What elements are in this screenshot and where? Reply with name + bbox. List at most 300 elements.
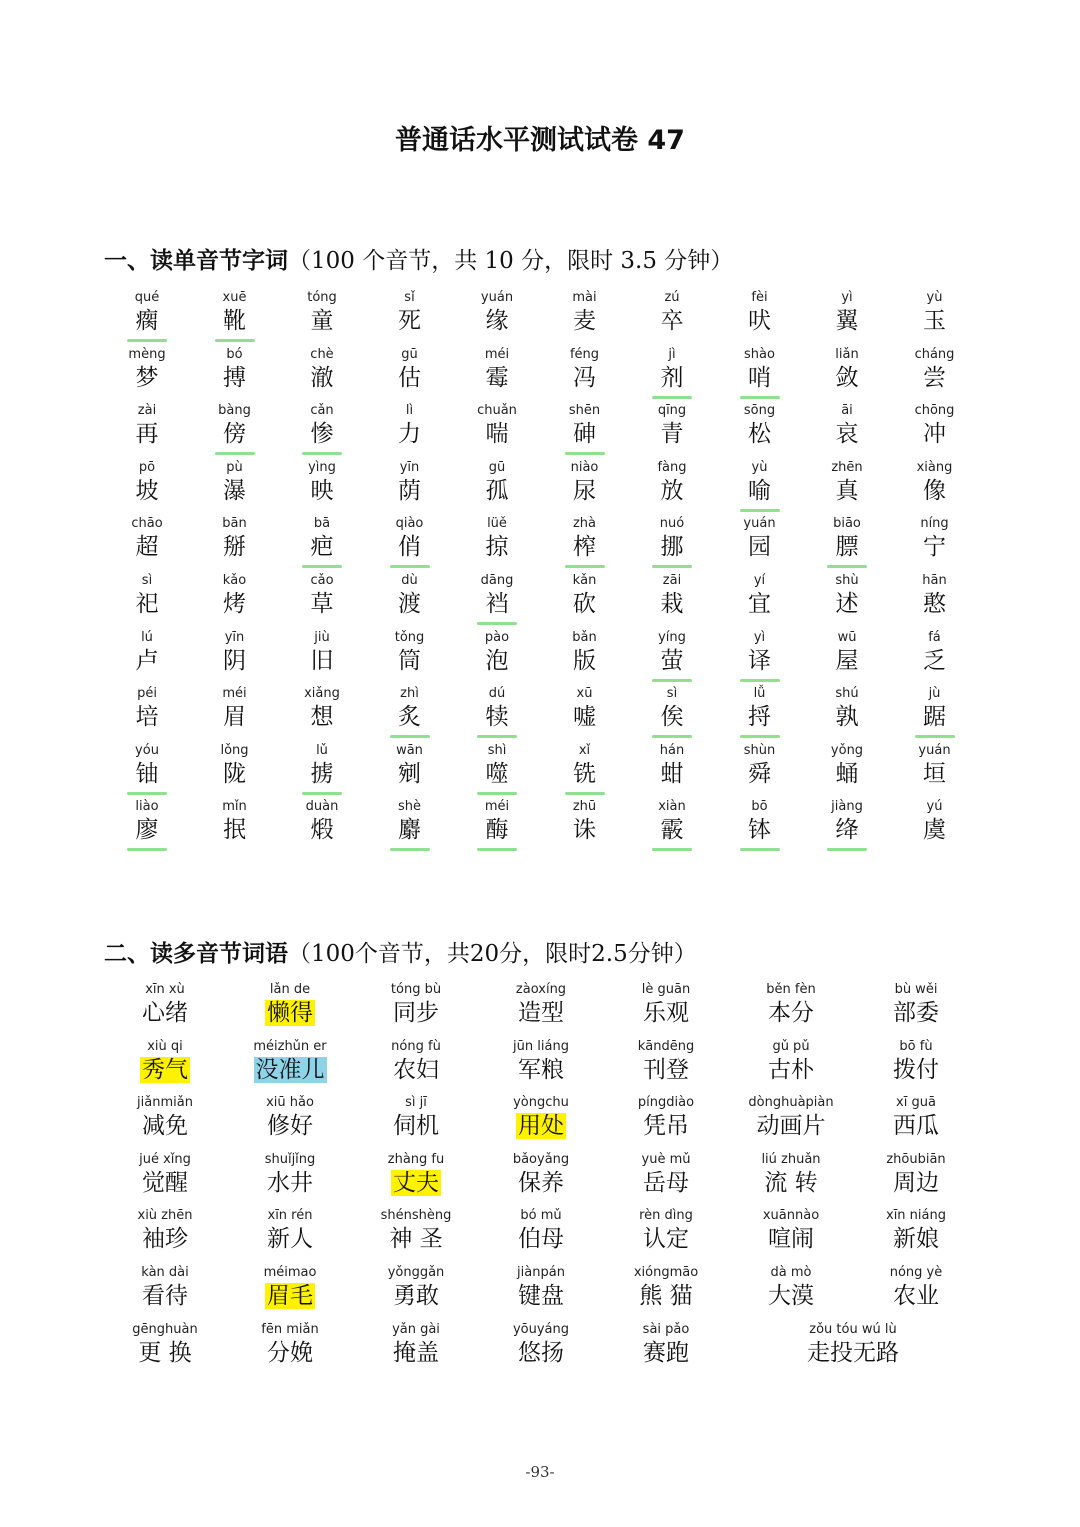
syllable-cell — [462, 686, 532, 732]
syllable-cell — [550, 799, 620, 845]
difficult-character-underline — [740, 848, 780, 851]
syllable-cell — [462, 799, 532, 845]
word: 悠扬 — [518, 1339, 564, 1366]
syllable-cell — [200, 460, 270, 506]
word-pinyin: xīn niáng — [886, 1208, 946, 1224]
character: 霰 — [660, 817, 684, 844]
difficult-character-underline — [477, 622, 517, 625]
syllable-cell — [287, 347, 357, 393]
character: 惨 — [310, 421, 334, 448]
word-pinyin: fēn miǎn — [261, 1321, 319, 1337]
word-pinyin: rèn dìng — [639, 1208, 693, 1224]
character: 裆 — [485, 591, 509, 617]
character: 炙 — [398, 704, 421, 731]
pinyin: bàng — [218, 403, 251, 419]
word: 认定 — [643, 1226, 689, 1253]
word-pinyin: jūn liáng — [513, 1038, 569, 1054]
character: 力 — [398, 421, 421, 448]
word: 大漠 — [768, 1283, 814, 1309]
syllable-cell — [200, 573, 270, 619]
character: 噬 — [485, 760, 509, 787]
character: 舜 — [748, 760, 771, 787]
word-pinyin: yǒnggǎn — [387, 1265, 445, 1280]
pinyin: xuē — [222, 290, 247, 305]
character: 青 — [660, 421, 684, 448]
word: 伺机 — [393, 1113, 439, 1140]
word-pinyin: sài pǎo — [642, 1321, 690, 1337]
pinyin: hán — [659, 742, 685, 758]
syllable-cell — [900, 573, 970, 619]
syllable-cell — [200, 686, 270, 732]
word: 流 转 — [764, 1169, 818, 1196]
syllable-cell — [375, 630, 445, 676]
word-cell — [841, 1039, 991, 1085]
word-pinyin: nóng yè — [889, 1265, 943, 1280]
syllable-cell — [375, 799, 445, 845]
difficult-character-underline — [652, 848, 692, 851]
character: 俏 — [398, 534, 421, 561]
character: 翼 — [835, 308, 859, 334]
word: 伯母 — [518, 1226, 564, 1253]
character: 死 — [398, 308, 421, 334]
pinyin: qīng — [657, 403, 687, 419]
difficult-character-underline — [477, 735, 517, 738]
syllable-cell — [287, 516, 357, 562]
pinyin: niào — [570, 459, 599, 475]
character: 钵 — [748, 817, 771, 844]
character: 敛 — [835, 364, 859, 391]
difficult-character-underline — [652, 565, 692, 568]
word-pinyin: jiǎnmiǎn — [137, 1095, 193, 1111]
word: 赛跑 — [643, 1339, 689, 1366]
character: 祀 — [135, 591, 159, 617]
syllable-cell — [812, 630, 882, 676]
word-text — [841, 1168, 991, 1198]
word-pinyin: xióngmāo — [633, 1265, 699, 1280]
word: 更 换 — [138, 1339, 192, 1366]
syllable-cell — [550, 403, 620, 449]
syllable-cell — [112, 799, 182, 845]
pinyin: méi — [484, 346, 510, 362]
word-pinyin: xīn xù — [145, 982, 185, 997]
syllable-cell — [550, 743, 620, 789]
highlighted-word: 没准儿 — [255, 1056, 325, 1083]
character: 瀑 — [223, 477, 246, 504]
pinyin: bō — [751, 799, 768, 815]
character: 挪 — [660, 534, 684, 561]
difficult-character-underline — [127, 339, 167, 342]
syllable-cell — [375, 743, 445, 789]
word: 周边 — [893, 1169, 939, 1196]
character: 哨 — [748, 364, 771, 391]
section2-heading — [104, 935, 697, 968]
syllable-cell — [725, 630, 795, 676]
pinyin: duàn — [305, 799, 339, 815]
pinyin: cǎo — [310, 573, 334, 588]
word-text — [841, 1055, 991, 1085]
difficult-character-underline — [390, 565, 430, 568]
difficult-character-underline — [565, 792, 605, 795]
word: 新人 — [267, 1226, 313, 1253]
character: 澈 — [310, 364, 334, 391]
syllable-cell — [112, 290, 182, 336]
character: 松 — [748, 421, 771, 448]
word-pinyin: jiànpán — [517, 1265, 565, 1280]
syllable-cell — [112, 573, 182, 619]
pinyin: féng — [569, 346, 600, 362]
character: 膘 — [835, 534, 859, 561]
highlighted-word: 懒得 — [267, 1000, 313, 1026]
word: 新娘 — [893, 1226, 939, 1253]
syllable-cell — [375, 516, 445, 562]
character: 孤 — [485, 477, 509, 504]
syllable-cell — [812, 403, 882, 449]
word-pinyin: bó mǔ — [520, 1208, 562, 1224]
difficult-character-underline — [302, 452, 342, 455]
syllable-cell — [637, 743, 707, 789]
pinyin: shēn — [568, 403, 601, 419]
syllable-cell — [812, 460, 882, 506]
character: 哀 — [835, 421, 859, 448]
character: 掠 — [485, 534, 509, 561]
word: 古朴 — [768, 1056, 814, 1083]
character: 卢 — [135, 647, 159, 674]
character: 尝 — [923, 364, 946, 391]
pinyin: kǎo — [222, 573, 247, 588]
word-pinyin: píngdiào — [637, 1095, 695, 1111]
word-pinyin: yōuyáng — [512, 1321, 570, 1337]
difficult-character-underline — [127, 848, 167, 851]
highlighted-word: 眉毛 — [267, 1283, 313, 1309]
syllable-cell — [900, 403, 970, 449]
pinyin: dāng — [480, 573, 514, 588]
character: 喘 — [485, 421, 509, 448]
character: 栽 — [660, 591, 684, 617]
word: 勇敢 — [393, 1283, 439, 1309]
character: 泡 — [485, 647, 509, 674]
difficult-character-underline — [740, 396, 780, 399]
syllable-cell — [287, 573, 357, 619]
word-pinyin: xiù zhēn — [137, 1208, 193, 1224]
character: 园 — [748, 534, 771, 561]
syllable-cell — [900, 516, 970, 562]
word-pinyin: shuǐjǐng — [264, 1151, 316, 1167]
section2-heading-label: 二、读多音节词语 — [104, 941, 288, 967]
word: 走投无路 — [807, 1339, 899, 1366]
syllable-cell — [725, 743, 795, 789]
word-pinyin: nóng fù — [391, 1038, 441, 1054]
pinyin: yuán — [918, 742, 951, 758]
pinyin: fá — [928, 629, 941, 645]
pinyin: lú — [141, 629, 153, 645]
word-pinyin: zǒu tóu wú lù — [809, 1321, 897, 1337]
word-pinyin: gēnghuàn — [132, 1321, 198, 1337]
word: 熊 猫 — [639, 1283, 693, 1309]
pinyin: lǚ — [753, 686, 766, 702]
word-pinyin: lǎn de — [269, 982, 311, 997]
difficult-character-underline — [477, 848, 517, 851]
character: 瘸 — [135, 308, 159, 334]
pinyin: bā — [313, 516, 331, 532]
syllable-cell — [462, 573, 532, 619]
word-text — [841, 1111, 991, 1141]
character: 宁 — [923, 534, 946, 561]
syllable-cell — [725, 686, 795, 732]
word: 神 圣 — [389, 1226, 443, 1253]
syllable-cell — [112, 460, 182, 506]
pinyin: chè — [310, 346, 334, 362]
syllable-cell — [812, 516, 882, 562]
difficult-character-underline — [915, 735, 955, 738]
character: 草 — [310, 591, 334, 617]
word-pinyin: lè guān — [641, 982, 691, 997]
pinyin: jiàng — [831, 799, 863, 815]
pinyin: bān — [222, 516, 247, 532]
character: 蚶 — [660, 760, 684, 787]
character: 想 — [310, 704, 334, 731]
syllable-cell — [725, 460, 795, 506]
syllable-cell — [462, 743, 532, 789]
pinyin: cháng — [914, 346, 955, 362]
word-pinyin: zhàng fu — [387, 1151, 445, 1167]
word: 凭吊 — [643, 1113, 689, 1140]
syllable-cell — [812, 686, 882, 732]
syllable-cell — [550, 686, 620, 732]
highlighted-word: 用处 — [518, 1113, 564, 1140]
pinyin: liǎn — [835, 346, 859, 362]
pinyin: xū — [576, 686, 593, 702]
character: 屋 — [835, 647, 859, 674]
syllable-cell — [200, 630, 270, 676]
syllable-cell — [375, 290, 445, 336]
word-cell — [841, 1208, 991, 1254]
difficult-character-underline — [652, 735, 692, 738]
syllable-cell — [725, 347, 795, 393]
difficult-character-underline — [740, 735, 780, 738]
pinyin: qiào — [395, 516, 424, 532]
syllable-cell — [637, 686, 707, 732]
character: 再 — [135, 421, 159, 448]
word: 掩盖 — [393, 1339, 439, 1366]
pinyin: bǎn — [572, 629, 597, 645]
word-pinyin: dònghuàpiàn — [748, 1095, 834, 1111]
character: 超 — [135, 534, 159, 561]
character: 荫 — [398, 477, 421, 504]
character: 俟 — [660, 704, 684, 731]
word-pinyin: xī guā — [896, 1095, 936, 1111]
pinyin: zhū — [572, 799, 597, 815]
pinyin: chāo — [131, 516, 163, 532]
syllable-cell — [375, 573, 445, 619]
pinyin: zú — [664, 290, 680, 305]
character: 剂 — [660, 364, 684, 391]
pinyin: jù — [928, 686, 941, 702]
pinyin: pào — [484, 629, 510, 645]
character: 砷 — [573, 421, 596, 448]
syllable-cell — [112, 403, 182, 449]
pinyin: shè — [397, 799, 421, 815]
syllable-cell — [725, 573, 795, 619]
pinyin: sì — [141, 573, 153, 588]
word-text — [591, 1338, 741, 1368]
word-pinyin: bǎoyǎng — [512, 1151, 570, 1167]
word: 农妇 — [393, 1056, 439, 1083]
syllable-cell — [287, 799, 357, 845]
pinyin: sì — [666, 686, 678, 702]
syllable-cell — [725, 290, 795, 336]
syllable-cell — [112, 743, 182, 789]
difficult-character-underline — [652, 396, 692, 399]
character: 缘 — [485, 308, 509, 334]
word-cell — [778, 1322, 928, 1368]
difficult-character-underline — [390, 735, 430, 738]
syllable-cell — [550, 290, 620, 336]
difficult-character-underline — [215, 339, 255, 342]
pinyin: yú — [926, 799, 943, 815]
pinyin: xǐ — [578, 742, 591, 758]
character: 煅 — [310, 817, 334, 844]
character: 吠 — [748, 308, 771, 334]
section1-heading-note: （100 个音节，共 10 分，限时 3.5 分钟） — [288, 248, 734, 274]
word-pinyin: xīn rén — [267, 1208, 313, 1224]
character: 真 — [835, 477, 859, 504]
syllable-cell — [462, 290, 532, 336]
pinyin: zhēn — [831, 459, 863, 475]
character: 渡 — [398, 591, 421, 617]
pinyin: níng — [920, 516, 949, 532]
syllable-cell — [550, 516, 620, 562]
character: 廖 — [135, 817, 159, 844]
syllable-cell — [375, 347, 445, 393]
character: 疤 — [310, 534, 334, 561]
pinyin: lüě — [487, 516, 507, 532]
section1-heading — [104, 242, 733, 275]
word: 看待 — [142, 1283, 188, 1309]
syllable-cell — [200, 290, 270, 336]
syllable-cell — [200, 516, 270, 562]
syllable-cell — [637, 799, 707, 845]
character: 麦 — [573, 308, 596, 334]
word-pinyin: xuānnào — [762, 1208, 820, 1224]
word: 心绪 — [142, 1000, 188, 1026]
syllable-cell — [550, 630, 620, 676]
syllable-cell — [462, 347, 532, 393]
character: 砍 — [573, 591, 596, 617]
syllable-cell — [637, 290, 707, 336]
character: 梦 — [135, 364, 159, 391]
word: 动画片 — [756, 1113, 826, 1140]
word-cell — [841, 1152, 991, 1198]
pinyin: wān — [396, 742, 423, 758]
word-text — [841, 1224, 991, 1254]
difficult-character-underline — [127, 792, 167, 795]
character: 酶 — [485, 817, 509, 844]
character: 版 — [573, 647, 596, 674]
word: 保养 — [518, 1169, 564, 1196]
character: 尿 — [573, 477, 596, 504]
word-pinyin: shénshèng — [380, 1208, 452, 1224]
pinyin: dú — [488, 686, 506, 702]
pinyin: gū — [401, 346, 418, 362]
difficult-character-underline — [565, 565, 605, 568]
pinyin: shù — [835, 573, 859, 588]
character: 嘘 — [573, 704, 596, 731]
word: 军粮 — [518, 1056, 564, 1083]
word-cell — [591, 1322, 741, 1368]
syllable-cell — [200, 347, 270, 393]
word-pinyin: sì jī — [405, 1095, 427, 1111]
character: 抿 — [223, 817, 246, 844]
syllable-cell — [900, 630, 970, 676]
character: 冯 — [573, 364, 596, 391]
pinyin: shì — [487, 742, 507, 758]
pinyin: zhà — [572, 516, 597, 532]
syllable-cell — [812, 573, 882, 619]
character: 犊 — [485, 704, 509, 731]
character: 阴 — [223, 647, 246, 674]
syllable-cell — [637, 573, 707, 619]
pinyin: bó — [226, 346, 243, 362]
syllable-cell — [725, 403, 795, 449]
page-title: 普通话水平测试试卷 47 — [395, 125, 685, 156]
syllable-cell — [812, 290, 882, 336]
word-pinyin: yǎn gài — [392, 1321, 440, 1337]
character: 虞 — [923, 817, 946, 844]
word-pinyin: yòngchu — [513, 1095, 569, 1111]
character: 榨 — [573, 534, 596, 561]
word-cell — [841, 1265, 991, 1311]
word: 西瓜 — [893, 1113, 939, 1140]
difficult-character-underline — [827, 565, 867, 568]
character: 掳 — [310, 760, 334, 787]
word: 水井 — [267, 1169, 313, 1196]
character: 霉 — [485, 364, 509, 391]
pinyin: sōng — [743, 403, 776, 419]
pinyin: nuó — [659, 516, 685, 532]
syllable-cell — [287, 403, 357, 449]
syllable-cell — [112, 630, 182, 676]
word: 造型 — [518, 1000, 564, 1026]
pinyin: lǒng — [220, 742, 249, 758]
pinyin: yīn — [399, 459, 420, 475]
syllable-cell — [900, 686, 970, 732]
syllable-cell — [200, 743, 270, 789]
pinyin: lǔ — [316, 742, 328, 758]
word: 岳母 — [643, 1169, 689, 1196]
section2-heading-note: （100个音节，共20分，限时2.5分钟） — [288, 941, 697, 967]
word: 袖珍 — [142, 1226, 188, 1253]
character: 诛 — [573, 817, 596, 844]
pinyin: xiàng — [916, 459, 953, 475]
syllable-cell — [637, 630, 707, 676]
word-pinyin: dà mò — [770, 1265, 812, 1280]
word-pinyin: zhōubiān — [886, 1151, 946, 1167]
syllable-cell — [812, 743, 882, 789]
syllable-cell — [287, 686, 357, 732]
pinyin: zài — [137, 403, 157, 419]
pinyin: cǎn — [310, 403, 334, 419]
character: 卒 — [660, 308, 684, 334]
word-text — [841, 998, 991, 1028]
syllable-cell — [462, 630, 532, 676]
pinyin: yìng — [308, 459, 336, 475]
highlighted-word: 秀气 — [142, 1056, 188, 1083]
difficult-character-underline — [215, 452, 255, 455]
difficult-character-underline — [302, 565, 342, 568]
character: 乏 — [923, 647, 946, 674]
pinyin: shùn — [743, 742, 776, 758]
syllable-cell — [900, 290, 970, 336]
